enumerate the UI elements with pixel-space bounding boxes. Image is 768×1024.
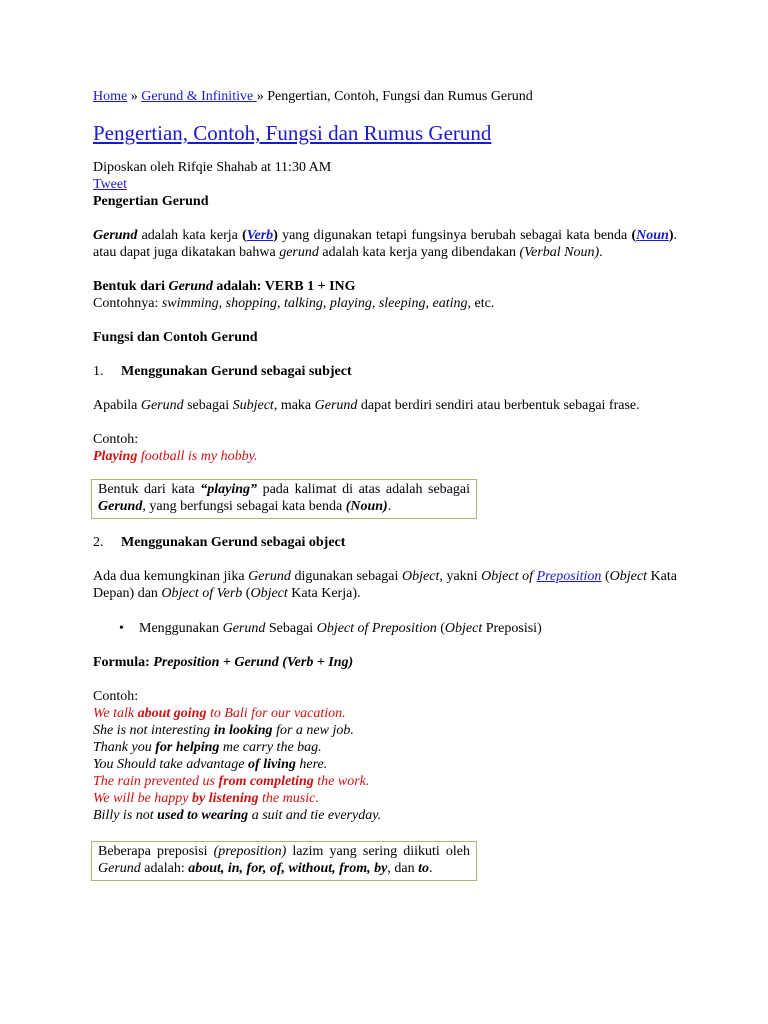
bullet-dot-icon: • — [119, 621, 124, 636]
example-sentence: Playing football is my hobby. — [93, 449, 258, 464]
tweet-link[interactable]: Tweet — [93, 177, 128, 192]
breadcrumb-home-link[interactable]: Home — [93, 89, 128, 104]
preposition-link[interactable]: Preposition — [536, 569, 602, 584]
breadcrumb-separator: » — [256, 89, 268, 104]
example-sentence: Billy is not used to wearing a suit and tie everyday. — [93, 808, 382, 823]
note-box-playing: Bentuk dari kata “playing” pada kalimat di atas adalah sebagai Gerund, yang berfungsi sebagai kata benda (Noun). — [91, 479, 477, 519]
noun-link[interactable]: Noun — [636, 228, 669, 243]
breadcrumb-category-link[interactable]: Gerund & Infinitive — [141, 89, 257, 104]
example-sentence: We talk about going to Bali for our vacation. — [93, 706, 346, 721]
example-sentence: She is not interesting in looking for a new job. — [93, 723, 354, 738]
bullet-item: • Menggunakan Gerund Sebagai Object of Preposition (Object Preposisi) — [119, 621, 542, 636]
example-sentence: Thank you for helping me carry the bag. — [93, 740, 322, 755]
post-byline: Diposkan oleh Rifqie Shahab at 11:30 AM — [93, 160, 332, 175]
form-examples: Contohnya: swimming, shopping, talking, playing, sleeping, eating, etc. — [93, 296, 495, 311]
post-title-link[interactable]: Pengertian, Contoh, Fungsi dan Rumus Gerund — [93, 121, 492, 145]
verb-link[interactable]: Verb — [246, 228, 274, 243]
breadcrumb-separator: » — [127, 89, 142, 104]
breadcrumb — [93, 88, 677, 105]
section-heading-pengertian: Pengertian Gerund — [93, 194, 209, 209]
example-list — [93, 705, 677, 824]
breadcrumb-current: Pengertian, Contoh, Fungsi dan Rumus Gerund — [267, 89, 533, 104]
example-sentence: You Should take advantage of living here. — [93, 757, 328, 772]
section-heading-fungsi: Fungsi dan Contoh Gerund — [93, 330, 258, 345]
post-title — [93, 120, 677, 146]
definition-paragraph: Gerund adalah kata kerja (Verb) yang digunakan tetapi fungsinya berubah sebagai kata benda (Noun). atau dapat juga dikatakan bahwa gerund adalah kata kerja yang dibendakan (Verbal Noun). — [93, 228, 678, 260]
subject-paragraph: Apabila Gerund sebagai Subject, maka Gerund dapat berdiri sendiri atau berbentuk sebagai frase. — [93, 398, 640, 413]
example-sentence: The rain prevented us from completing the work. — [93, 774, 370, 789]
example-sentence: We will be happy by listening the music. — [93, 791, 319, 806]
list-item-2-title: 2. Menggunakan Gerund sebagai object — [93, 535, 346, 550]
example-label: Contoh: — [93, 432, 139, 447]
form-rule: Bentuk dari Gerund adalah: VERB 1 + ING — [93, 279, 356, 294]
article — [93, 88, 677, 881]
object-paragraph: Ada dua kemungkinan jika Gerund digunakan sebagai Object, yakni Object of Preposition (Object Kata Depan) dan Object of Verb (Object Kata Kerja). — [93, 569, 677, 601]
note-box-prepositions: Beberapa preposisi (preposition) lazim yang sering diikuti oleh Gerund adalah: about, in, for, of, without, from, by, dan to. — [91, 841, 477, 881]
example-label: Contoh: — [93, 689, 139, 704]
formula: Formula: Preposition + Gerund (Verb + Ing) — [93, 655, 354, 670]
list-item-1-title: 1. Menggunakan Gerund sebagai subject — [93, 364, 352, 379]
